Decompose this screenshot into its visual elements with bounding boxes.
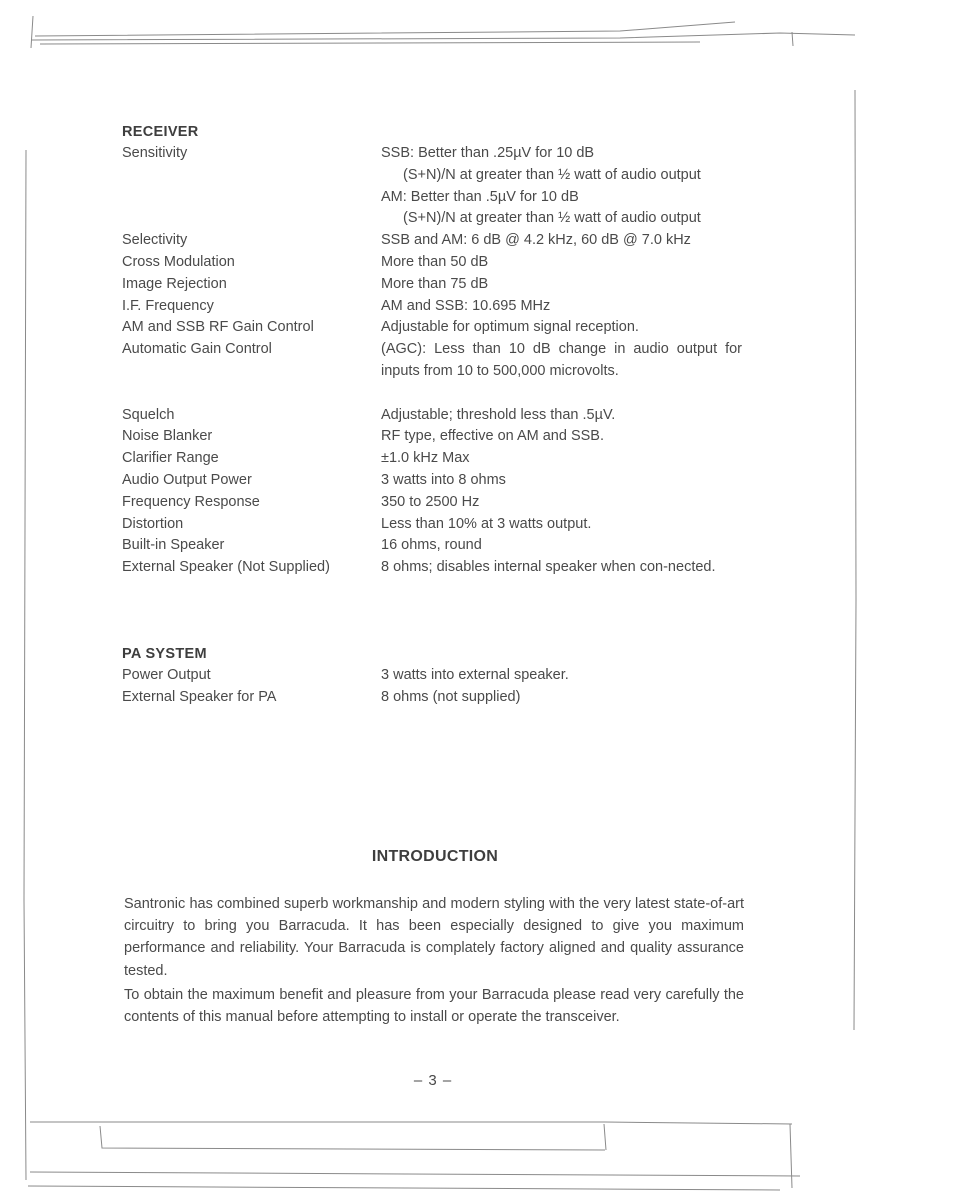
spec-value: 16 ohms, round [381, 537, 482, 554]
pa-system-section [122, 644, 742, 709]
spec-label: Sensitivity [122, 145, 188, 161]
introduction-heading: INTRODUCTION [371, 848, 499, 865]
spec-row [122, 274, 742, 296]
spec-label: Audio Output Power [122, 471, 252, 488]
spec-value: 3 watts into 8 ohms [381, 471, 506, 488]
spec-row [122, 470, 742, 492]
spec-value: 8 ohms; disables internal speaker when con-nected. [381, 559, 716, 576]
spec-row [122, 187, 742, 209]
spec-value: Adjustable for optimum signal reception. [381, 319, 639, 336]
spec-label: Noise Blanker [122, 428, 213, 445]
spec-row [122, 252, 742, 274]
spec-value: More than 50 dB [381, 253, 489, 270]
spec-row [122, 557, 742, 579]
spec-row [122, 426, 742, 448]
spec-value: (S+N)/N at greater than ½ watt of audio output [403, 210, 701, 227]
spec-value: (S+N)/N at greater than ½ watt of audio output [403, 166, 701, 183]
spec-value: More than 75 dB [381, 275, 489, 292]
spec-value: AM: Better than .5µV for 10 dB [381, 188, 579, 205]
page-number: – 3 – [413, 1072, 453, 1089]
spec-label: Clarifier Range [122, 450, 219, 467]
spec-row [122, 535, 742, 557]
introduction-paragraph: Santronic has combined superb workmanship and modern styling with the very latest state-of-art circuitry to bring you Barracuda. It has been especially designed to give you maximum performance and reliability. Your Barracuda is complately factory aligned and quality assurance tested. [124, 896, 744, 979]
spec-row [122, 339, 742, 383]
spec-value: (AGC): Less than 10 dB change in audio output for inputs from 10 to 500,000 microvolts. [381, 341, 742, 379]
spec-row [122, 296, 742, 318]
spec-label: Built-in Speaker [122, 537, 225, 554]
spec-value: 8 ohms (not supplied) [381, 688, 521, 705]
spec-row [122, 448, 742, 470]
spec-value: SSB: Better than .25µV for 10 dB [381, 145, 595, 161]
receiver-heading: RECEIVER [122, 124, 199, 140]
spec-label: Distortion [122, 515, 184, 532]
spec-row [122, 492, 742, 514]
spec-value: 3 watts into external speaker. [381, 667, 569, 683]
spec-row [122, 514, 742, 536]
spec-label [122, 187, 381, 209]
spec-value: RF type, effective on AM and SSB. [381, 428, 604, 445]
spec-row [122, 165, 742, 187]
introduction-paragraph: To obtain the maximum benefit and pleasure from your Barracuda please read very carefully the contents of this manual before attempting to install or operate the transceiver. [124, 986, 744, 1026]
spec-row [122, 230, 742, 252]
spec-row [122, 665, 742, 687]
spec-label: Power Output [122, 667, 211, 683]
spec-row [122, 405, 742, 427]
spec-label: External Speaker (Not Supplied) [122, 559, 330, 576]
spec-value: Less than 10% at 3 watts output. [381, 515, 592, 532]
spacer [122, 383, 742, 405]
spec-row [122, 143, 742, 165]
spec-label: Cross Modulation [122, 253, 235, 270]
spec-label [122, 208, 381, 230]
spec-label: Frequency Response [122, 493, 260, 510]
spec-label: Automatic Gain Control [122, 341, 272, 358]
spec-label: External Speaker for PA [122, 688, 277, 705]
spec-value: Adjustable; threshold less than .5µV. [381, 406, 616, 423]
spec-label: Image Rejection [122, 275, 227, 292]
spec-label: Squelch [122, 406, 175, 423]
spec-label: I.F. Frequency [122, 297, 214, 314]
pa-system-heading: PA SYSTEM [122, 646, 207, 662]
spec-label: Selectivity [122, 232, 188, 249]
spec-row [122, 317, 742, 339]
spec-row [122, 687, 742, 709]
introduction-body [124, 893, 744, 1030]
receiver-section [122, 122, 742, 579]
spec-label: AM and SSB RF Gain Control [122, 319, 314, 336]
spec-row [122, 208, 742, 230]
spec-label [122, 165, 381, 187]
spec-value: ±1.0 kHz Max [381, 450, 470, 467]
spec-value: 350 to 2500 Hz [381, 493, 480, 510]
spec-value: AM and SSB: 10.695 MHz [381, 297, 551, 314]
spec-value: SSB and AM: 6 dB @ 4.2 kHz, 60 dB @ 7.0 kHz [381, 232, 691, 249]
